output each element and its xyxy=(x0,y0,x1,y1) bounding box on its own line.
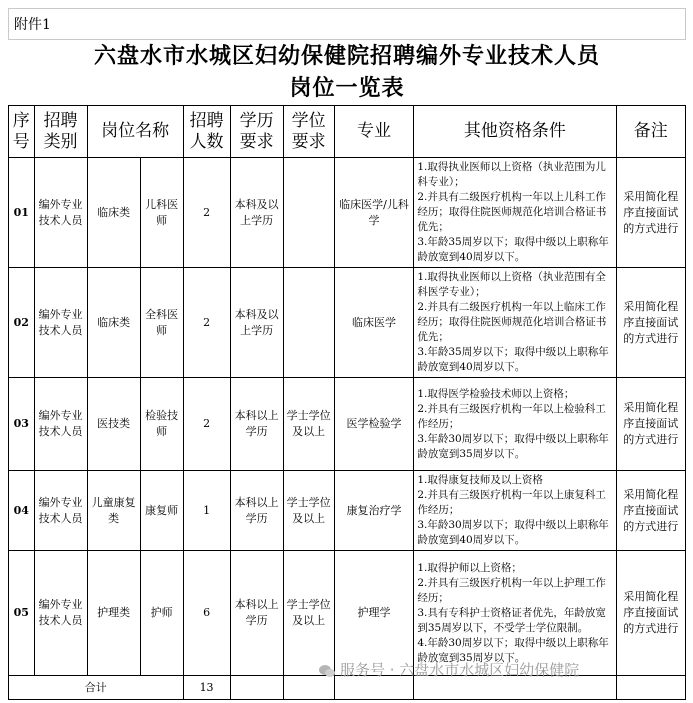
document-sheet xyxy=(8,8,686,698)
row-degree xyxy=(283,158,334,268)
row-education: 本科及以上学历 xyxy=(230,158,283,268)
row-index: 04 xyxy=(9,471,35,551)
row-index: 03 xyxy=(9,378,35,471)
row-position-name: 康复师 xyxy=(140,471,183,551)
row-major: 临床医学 xyxy=(334,268,414,378)
positions-table xyxy=(8,105,686,700)
row-position-name: 护师 xyxy=(140,551,183,676)
row-major: 康复治疗学 xyxy=(334,471,414,551)
row-count: 1 xyxy=(183,471,230,551)
row-index: 05 xyxy=(9,551,35,676)
row-position-name: 儿科医师 xyxy=(140,158,183,268)
header-education: 学历要求 xyxy=(230,106,283,158)
total-count: 13 xyxy=(183,676,230,700)
row-count: 2 xyxy=(183,268,230,378)
header-cell-border xyxy=(8,8,686,40)
table-row xyxy=(9,378,686,471)
row-remark: 采用简化程序直接面试的方式进行 xyxy=(616,551,686,676)
row-degree: 学士学位及以上 xyxy=(283,551,334,676)
row-conditions: 1.取得康复技师及以上资格 2.并具有三级医疗机构一年以上康复科工作经历； 3.年龄30周岁以下；取得中级以上职称年龄放宽到40周岁以下。 xyxy=(414,471,616,551)
row-position-name: 全科医师 xyxy=(140,268,183,378)
row-index: 01 xyxy=(9,158,35,268)
watermark xyxy=(318,659,579,680)
table-row xyxy=(9,471,686,551)
row-degree xyxy=(283,268,334,378)
header-remark: 备注 xyxy=(616,106,686,158)
header-category: 招聘类别 xyxy=(34,106,87,158)
table-row xyxy=(9,551,686,676)
row-major: 医学检验学 xyxy=(334,378,414,471)
row-conditions: 1.取得护师以上资格； 2.并具有三级医疗机构一年以上护理工作经历； 3.具有专科护士资格证者优先，年龄放宽到35周岁以下，不受学士学位限制。 4.年龄30周岁以下；取得中级以上职称年龄放宽到35周岁以下。 xyxy=(414,551,616,676)
row-remark: 采用简化程序直接面试的方式进行 xyxy=(616,378,686,471)
row-remark: 采用简化程序直接面试的方式进行 xyxy=(616,158,686,268)
row-remark: 采用简化程序直接面试的方式进行 xyxy=(616,471,686,551)
row-conditions: 1.取得执业医师以上资格（执业范围为儿科专业）； 2.并具有二级医疗机构一年以上儿科工作经历；取得住院医师规范化培训合格证书优先； 3.年龄35周岁以下；取得中级以上职称年龄放宽到40周岁以下。 xyxy=(414,158,616,268)
row-major: 护理学 xyxy=(334,551,414,676)
header-index: 序号 xyxy=(9,106,35,158)
row-position-type: 临床类 xyxy=(87,158,140,268)
row-conditions: 1.取得医学检验技术师以上资格； 2.并具有三级医疗机构一年以上检验科工作经历； 3.年龄30周岁以下；取得中级以上职称年龄放宽到35周岁以下。 xyxy=(414,378,616,471)
header-position: 岗位名称 xyxy=(87,106,183,158)
row-position-type: 临床类 xyxy=(87,268,140,378)
row-conditions: 1.取得执业医师以上资格（执业范围有全科医学专业）； 2.并具有二级医疗机构一年以上临床工作经历；取得住院医师规范化培训合格证书优先； 3.年龄35周岁以下；取得中级以上职称年龄放宽到40周岁以下。 xyxy=(414,268,616,378)
row-education: 本科及以上学历 xyxy=(230,268,283,378)
row-position-name: 检验技师 xyxy=(140,378,183,471)
row-remark: 采用简化程序直接面试的方式进行 xyxy=(616,268,686,378)
table-header-row xyxy=(9,106,686,158)
row-position-type: 医技类 xyxy=(87,378,140,471)
row-degree: 学士学位及以上 xyxy=(283,378,334,471)
row-count: 2 xyxy=(183,158,230,268)
row-position-type: 儿童康复类 xyxy=(87,471,140,551)
title-line-1: 六盘水市水城区妇幼保健院招聘编外专业技术人员 xyxy=(93,43,600,69)
row-category: 编外专业技术人员 xyxy=(34,158,87,268)
header-count: 招聘人数 xyxy=(183,106,230,158)
header-conditions: 其他资格条件 xyxy=(414,106,616,158)
table-row xyxy=(9,268,686,378)
row-index: 02 xyxy=(9,268,35,378)
watermark-text: 服务号 · 六盘水市水城区妇幼保健院 xyxy=(340,661,580,679)
row-education: 本科以上学历 xyxy=(230,551,283,676)
row-major: 临床医学/儿科学 xyxy=(334,158,414,268)
row-category: 编外专业技术人员 xyxy=(34,268,87,378)
title-line-2: 岗位一览表 xyxy=(289,75,405,101)
row-degree: 学士学位及以上 xyxy=(283,471,334,551)
row-position-type: 护理类 xyxy=(87,551,140,676)
header-major: 专业 xyxy=(334,106,414,158)
row-category: 编外专业技术人员 xyxy=(34,551,87,676)
row-category: 编外专业技术人员 xyxy=(34,471,87,551)
header-degree: 学位要求 xyxy=(283,106,334,158)
row-category: 编外专业技术人员 xyxy=(34,378,87,471)
document-title xyxy=(8,40,686,104)
row-count: 6 xyxy=(183,551,230,676)
row-education: 本科以上学历 xyxy=(230,471,283,551)
total-label: 合计 xyxy=(9,676,184,700)
row-count: 2 xyxy=(183,378,230,471)
wechat-icon xyxy=(318,664,336,678)
table-row xyxy=(9,158,686,268)
attachment-label: 附件1 xyxy=(14,17,51,33)
row-education: 本科以上学历 xyxy=(230,378,283,471)
